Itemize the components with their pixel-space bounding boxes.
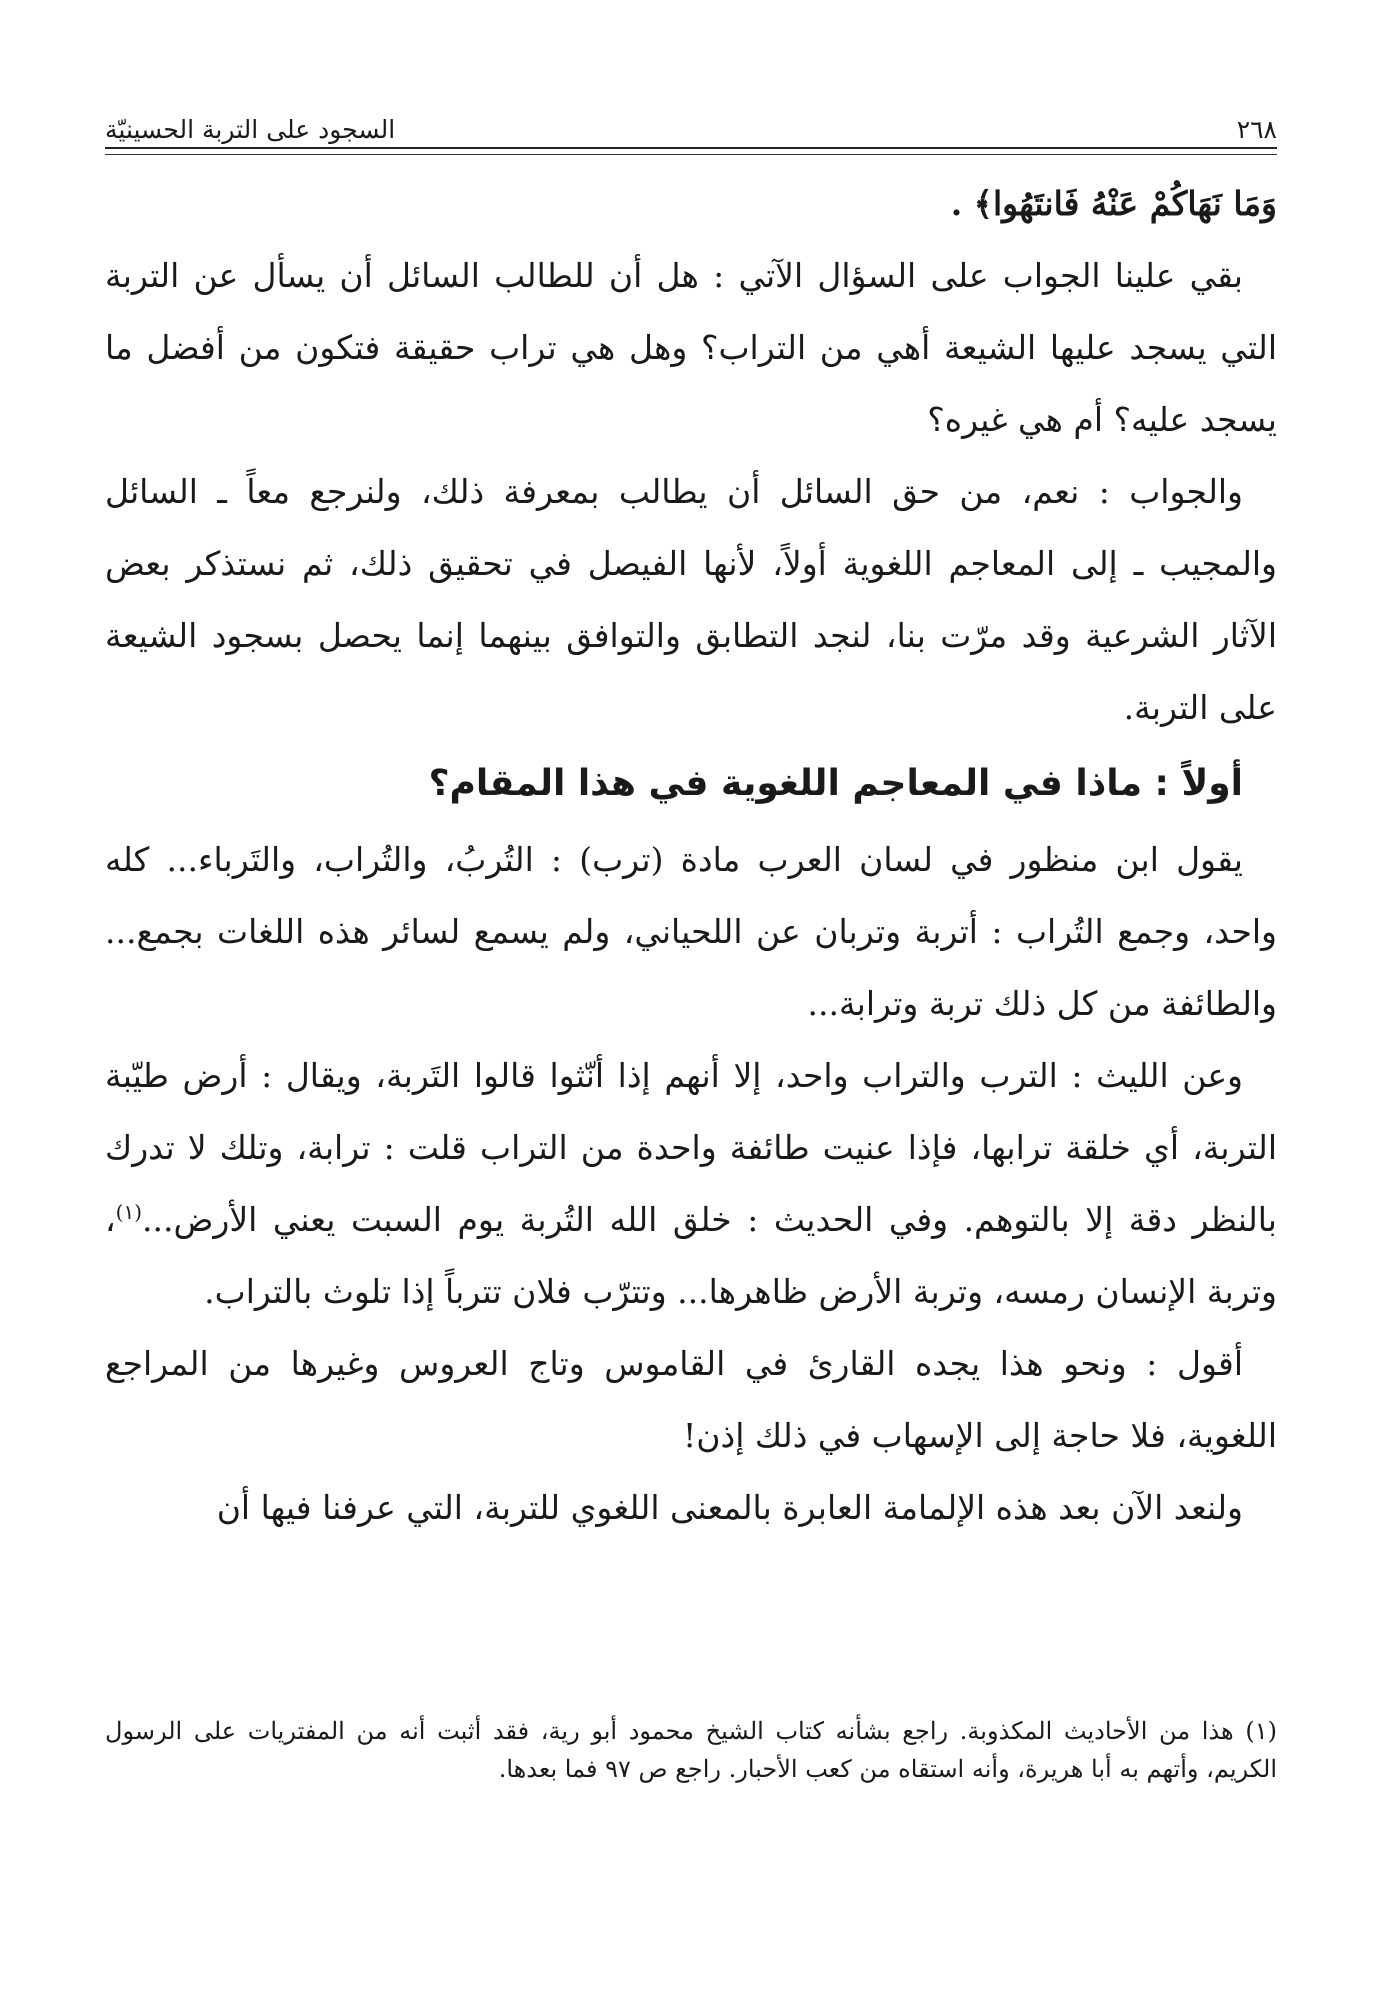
paragraph-4-part-a: وعن الليث : الترب والتراب واحد، إلا أنهم إذا أنّثوا قالوا التَربة، ويقال : أرض طيّبة التربة، أي خلقة ترابها، فإذا عنيت طائفة واحدة من التراب قلت : ترابة، وتلك لا تدرك بالنظر دقة إلا بالتوهم. وفي الحديث : خلق الله التُربة يوم السبت يعني الأرض...	[105, 1056, 1277, 1239]
book-title: السجود على التربة الحسينيّة	[105, 115, 396, 144]
running-head	[105, 98, 1277, 142]
paragraph-6: ولنعد الآن بعد هذه الإلمامة العابرة بالمعنى اللغوي للتربة، التي عرفنا فيها أن	[216, 1488, 1243, 1527]
paragraph-5: أقول : ونحو هذا يجده القارئ في القاموس وتاج العروس وغيرها من المراجع اللغوية، فلا حاجة إلى الإسهاب في ذلك إذن!	[105, 1344, 1277, 1455]
page-number: ٢٦٨	[1236, 115, 1277, 144]
paragraph-2: والجواب : نعم، من حق السائل أن يطالب بمعرفة ذلك، ولنرجع معاً ـ السائل والمجيب ـ إلى المعاجم اللغوية أولاً، لأنها الفيصل في تحقيق ذلك، ثم نستذكر بعض الآثار الشرعية وقد مرّت بنا، لنجد التطابق والتوافق بينهما إنما يحصل بسجود الشيعة على التربة.	[105, 472, 1277, 727]
paragraph-4	[105, 1040, 1277, 1328]
footnote-1: (١) هذا من الأحاديث المكذوبة. راجع بشأنه كتاب الشيخ محمود أبو رية، فقد أثبت أنه من المفتريات على الرسول الكريم، وأتهم به أبا هريرة، وأنه استقاه من كعب الأحبار. راجع ص ٩٧ فما بعدها.	[105, 1717, 1277, 1783]
paragraph-3: يقول ابن منظور في لسان العرب مادة (ترب) : التُربُ، والتُراب، والتَرباء... كله واحد، وجمع التُراب : أتربة وتربان عن اللحياني، ولم يسمع لسائر هذه اللغات بجمع... والطائفة من كل ذلك تربة وترابة...	[105, 840, 1277, 1023]
paragraph-1: بقي علينا الجواب على السؤال الآتي : هل أن للطالب السائل أن يسأل عن التربة التي يسجد عليها الشيعة أهي من التراب؟ وهل هي تراب حقيقة فتكون من أفضل ما يسجد عليه؟ أم هي غيره؟	[105, 256, 1277, 439]
section-heading: أولاً : ماذا في المعاجم اللغوية في هذا المقام؟	[428, 763, 1243, 804]
footnotes	[105, 1712, 1277, 1788]
quran-verse: وَمَا نَهَاكُمْ عَنْهُ فَانتَهُوا﴾ .	[950, 184, 1277, 223]
header-rule-thick	[105, 147, 1277, 149]
header-rule-thin	[105, 154, 1277, 155]
body-text	[105, 168, 1277, 1544]
footnote-reference: (١)	[115, 1200, 143, 1224]
paragraph-4-part-b: ، وتربة الإنسان رمسه، وتربة الأرض ظاهرها... وتترّب فلان تترباً إذا تلوث بالتراب.	[105, 1200, 1277, 1311]
